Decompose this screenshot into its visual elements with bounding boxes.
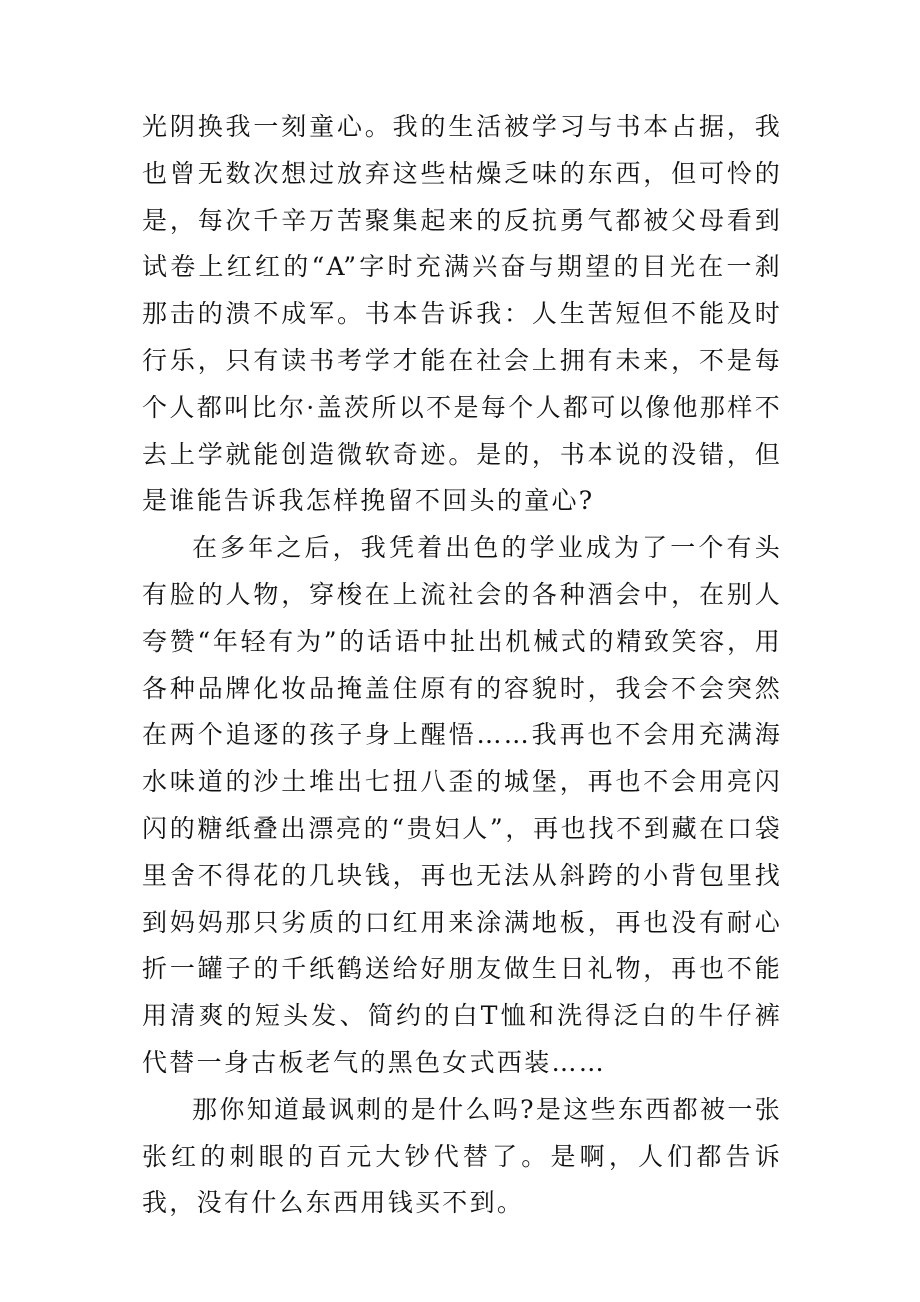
body-text: [142, 104, 782, 1227]
paragraph-2: 在多年之后，我凭着出色的学业成为了一个有头有脸的人物，穿梭在上流社会的各种酒会中，在别人夸赞“年轻有为”的话语中扯出机械式的精致笑容，用各种品牌化妆品掩盖住原有的容貌时，我会不会突然在两个追逐的孩子身上醒悟……我再也不会用充满海水味道的沙土堆出七扭八歪的城堡，再也不会用亮闪闪的糖纸叠出漂亮的“贵妇人”，再也找不到藏在口袋里舍不得花的几块钱，再也无法从斜跨的小背包里找到妈妈那只劣质的口红用来涂满地板，再也没有耐心折一罐子的千纸鹤送给好朋友做生日礼物，再也不能用清爽的短头发、简约的白T恤和洗得泛白的牛仔裤代替一身古板老气的黑色女式西装……: [142, 533, 782, 1077]
paragraph-3: 那你知道最讽刺的是什么吗?是这些东西都被一张张红的刺眼的百元大钞代替了。是啊，人们都告诉我，没有什么东西用钱买不到。: [142, 1094, 782, 1218]
paragraph-1: 光阴换我一刻童心。我的生活被学习与书本占据，我也曾无数次想过放弃这些枯燥乏味的东西，但可怜的是，每次千辛万苦聚集起来的反抗勇气都被父母看到试卷上红红的“A”字时充满兴奋与期望的目光在一刹那击的溃不成军。书本告诉我：人生苦短但不能及时行乐，只有读书考学才能在社会上拥有未来，不是每个人都叫比尔·盖茨所以不是每个人都可以像他那样不去上学就能创造微软奇迹。是的，书本说的没错，但是谁能告诉我怎样挽留不回头的童心?: [142, 112, 782, 516]
